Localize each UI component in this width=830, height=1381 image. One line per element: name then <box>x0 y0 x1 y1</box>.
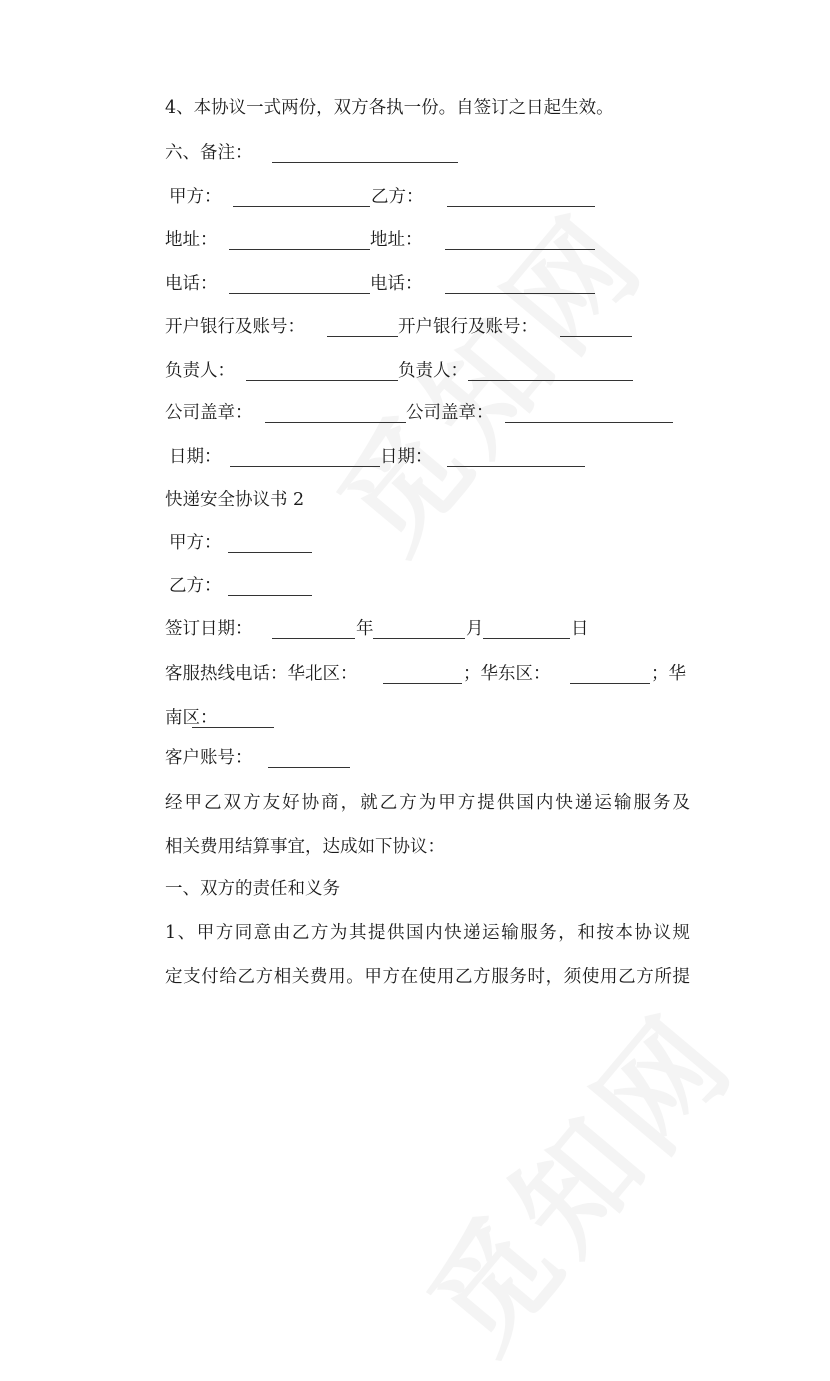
blank[interactable] <box>229 249 370 250</box>
blank[interactable] <box>230 466 380 467</box>
blank[interactable] <box>233 206 370 207</box>
label: 公司盖章： <box>406 403 494 423</box>
label: ；华 <box>651 664 686 684</box>
label: ；华东区： <box>463 664 551 684</box>
label: 地址： <box>370 230 423 250</box>
remarks-blank[interactable] <box>272 162 458 163</box>
phone-row <box>0 272 830 296</box>
label: 南区： <box>165 708 218 728</box>
blank[interactable] <box>445 293 595 294</box>
responsible-row <box>0 359 830 383</box>
label: 电话： <box>370 274 423 294</box>
day-blank[interactable] <box>483 638 570 639</box>
label: 客户账号： <box>165 748 253 768</box>
month-blank[interactable] <box>373 638 465 639</box>
year-blank[interactable] <box>272 638 355 639</box>
label: 开户银行及账号： <box>165 317 305 337</box>
label: 甲方： <box>169 533 222 553</box>
label: 电话： <box>165 274 218 294</box>
seal-row <box>0 401 830 425</box>
label: 六、备注： <box>165 143 253 163</box>
hotline-south-row <box>0 706 830 730</box>
blank[interactable] <box>268 767 350 768</box>
remarks-row <box>0 141 830 165</box>
paragraph-line: 经甲乙双方友好协商，就乙方为甲方提供国内快递运输服务及 <box>165 793 690 813</box>
blank[interactable] <box>468 380 633 381</box>
date-row <box>0 445 830 469</box>
paragraph-line: 定支付给乙方相关费用。甲方在使用乙方服务时，须使用乙方所提 <box>165 967 690 987</box>
paragraph-line: 1、甲方同意由乙方为其提供国内快递运输服务，和按本协议规 <box>165 923 690 943</box>
label: 负责人： <box>165 361 235 381</box>
blank[interactable] <box>327 336 398 337</box>
blank[interactable] <box>570 683 650 684</box>
blank[interactable] <box>228 552 312 553</box>
hotline-row <box>0 662 830 686</box>
label: 日期： <box>169 447 222 467</box>
blank[interactable] <box>192 727 274 728</box>
blank[interactable] <box>265 422 406 423</box>
label: 乙方： <box>169 576 222 596</box>
party-a-row <box>0 531 830 555</box>
heading: 一、双方的责任和义务 <box>165 879 340 899</box>
blank[interactable] <box>246 380 398 381</box>
label: 年 <box>356 619 374 639</box>
address-row <box>0 228 830 252</box>
label: 客服热线电话：华北区： <box>165 664 358 684</box>
account-row <box>0 746 830 770</box>
blank[interactable] <box>505 422 673 423</box>
label: 乙方： <box>371 187 424 207</box>
label: 签订日期： <box>165 619 253 639</box>
blank[interactable] <box>447 466 585 467</box>
text: 4、本协议一式两份，双方各执一份。自签订之日起生效。 <box>165 98 614 118</box>
bank-row <box>0 315 830 339</box>
sign-date-row <box>0 617 830 641</box>
label: 公司盖章： <box>165 403 253 423</box>
blank[interactable] <box>229 293 370 294</box>
blank[interactable] <box>383 683 462 684</box>
label: 月 <box>466 619 484 639</box>
watermark <box>384 971 766 1380</box>
label: 负责人： <box>398 361 468 381</box>
label: 地址： <box>165 230 218 250</box>
label: 开户银行及账号： <box>398 317 538 337</box>
blank[interactable] <box>228 595 312 596</box>
paragraph-line: 相关费用结算事宜，达成如下协议： <box>165 837 445 857</box>
party-b-row <box>0 574 830 598</box>
blank[interactable] <box>445 249 595 250</box>
text: 快递安全协议书 2 <box>165 490 305 510</box>
label: 日 <box>571 619 589 639</box>
blank[interactable] <box>560 336 632 337</box>
label: 日期： <box>380 447 433 467</box>
label: 甲方： <box>169 187 222 207</box>
party-row <box>0 185 830 209</box>
blank[interactable] <box>447 206 595 207</box>
